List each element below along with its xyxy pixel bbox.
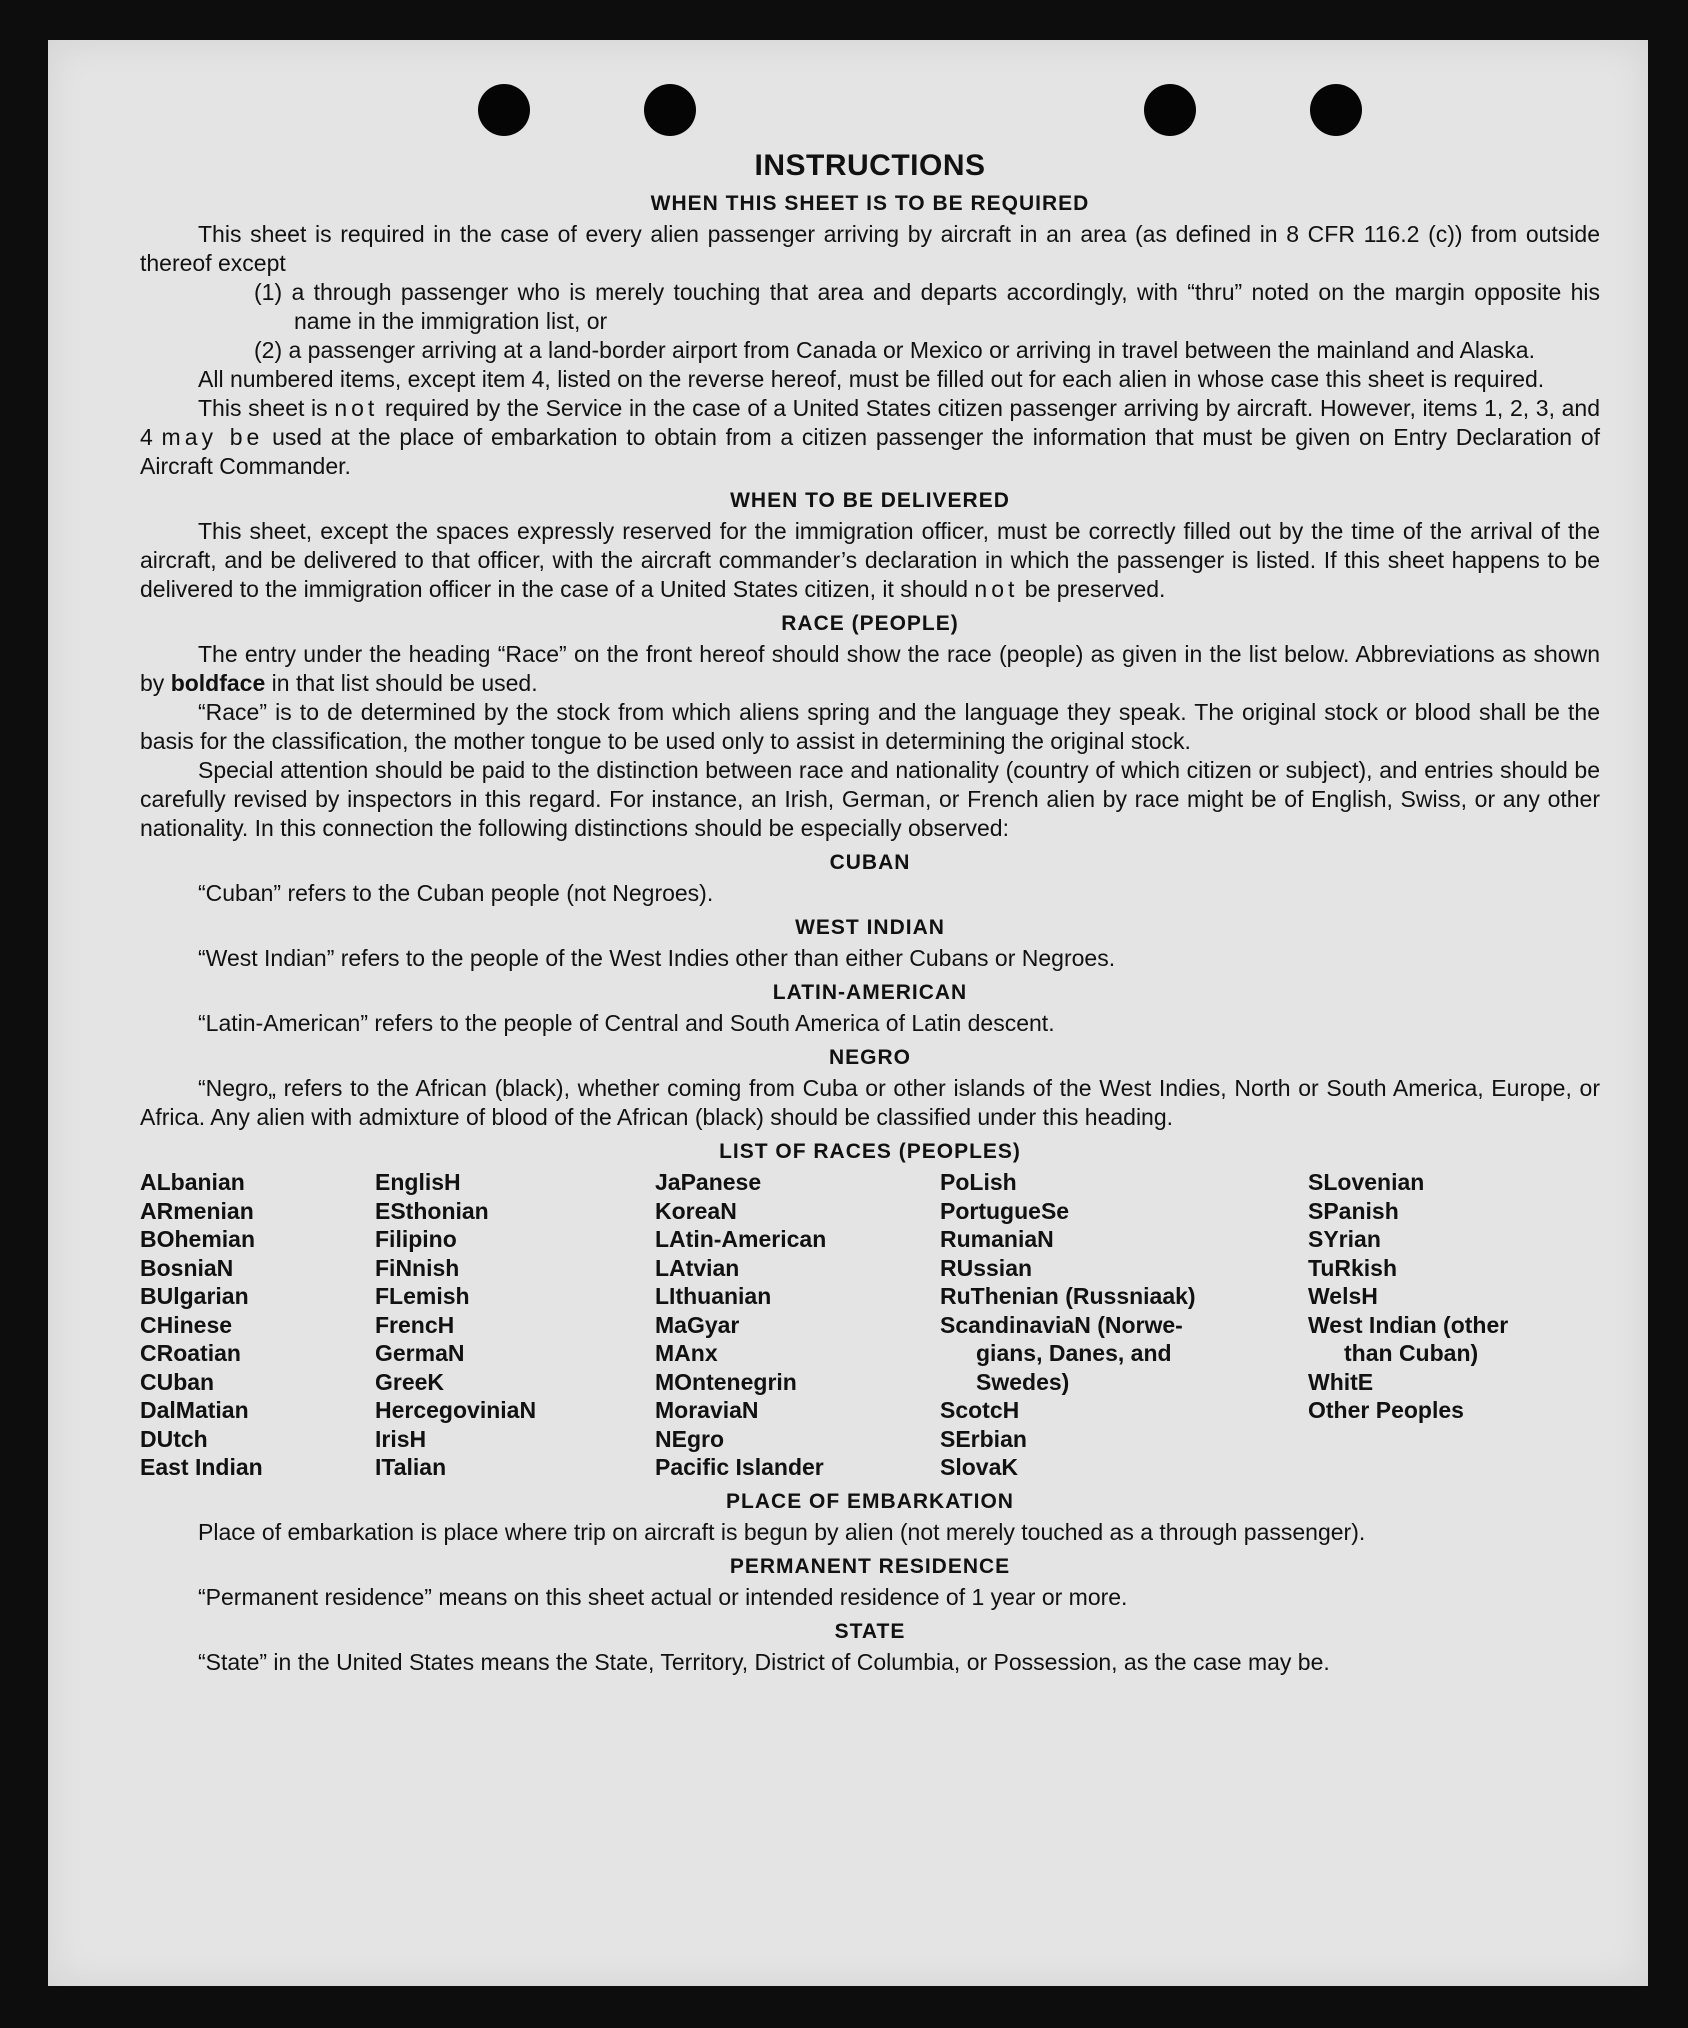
text-run: required by the Service in the case of a United States citizen passenger arriving by aircraft. However, items 1, 2, 3, and 4 [140, 395, 1600, 450]
race-entry: RUssian [940, 1254, 1033, 1281]
race-entry: PoLish [940, 1169, 1017, 1195]
race-entry: DUtch [140, 1425, 208, 1452]
race-entry: SlovaK [940, 1454, 1018, 1480]
section-heading: WHEN TO BE DELIVERED [730, 489, 1010, 512]
race-column [655, 1168, 940, 1482]
section-heading: WEST INDIAN [795, 916, 945, 939]
race-entry: gians, Danes, and [976, 1340, 1172, 1366]
section-heading: RACE (PEOPLE) [781, 612, 959, 635]
race-entry: CUban [140, 1368, 215, 1395]
race-entry: SPanish [1308, 1197, 1399, 1224]
race-entry: KoreaN [655, 1197, 737, 1224]
paragraph [140, 394, 1600, 481]
race-column [940, 1168, 1308, 1482]
section-heading: PLACE OF EMBARKATION [726, 1489, 1014, 1513]
punch-hole [1144, 84, 1196, 136]
list-item: (2) a passenger arriving at a land-border airport from Canada or Mexico or arriving in travel between the mainland and Alaska. [254, 337, 1535, 363]
paragraph: This sheet is required in the case of every alien passenger arriving by aircraft in an area (as defined in 8 CFR 116.2 (c)) from outside thereof except [140, 221, 1600, 276]
race-entry: TuRkish [1308, 1254, 1398, 1281]
race-entry: ScandinaviaN (Norwe- [940, 1311, 1183, 1338]
race-entry: BosniaN [140, 1254, 234, 1281]
race-entry: DalMatian [140, 1397, 249, 1423]
paragraph: “Cuban” refers to the Cuban people (not Negroes). [198, 880, 714, 906]
race-entry: West Indian (other [1308, 1311, 1509, 1338]
paragraph [140, 517, 1600, 604]
punch-hole [478, 84, 530, 136]
race-entry: EnglisH [375, 1169, 461, 1195]
section-heading: CUBAN [829, 851, 911, 874]
race-entry: ARmenian [140, 1197, 254, 1224]
race-column [375, 1168, 655, 1482]
race-entry: BUlgarian [140, 1283, 249, 1309]
race-entry: SErbian [940, 1425, 1027, 1452]
section-heading: NEGRO [828, 1046, 911, 1069]
race-entry: MoraviaN [655, 1397, 759, 1423]
race-entry: LAtin-American [655, 1226, 827, 1252]
race-entry: LIthuanian [655, 1283, 772, 1309]
race-entry: GermaN [375, 1340, 465, 1366]
section-heading: WHEN THIS SHEET IS TO BE REQUIRED [650, 192, 1090, 215]
race-entry: than Cuban) [1344, 1340, 1479, 1366]
race-column [140, 1168, 375, 1482]
race-entry: ESthonian [375, 1197, 489, 1224]
race-entry: Filipino [375, 1226, 457, 1252]
instructions-body [140, 148, 1600, 1677]
paragraph: All numbered items, except item 4, listed on the reverse hereof, must be filled out for each alien in whose case this sheet is required. [198, 366, 1545, 392]
race-entry: Pacific Islander [655, 1454, 824, 1480]
paragraph: “State” in the United States means the State, Territory, District of Columbia, or Possession, as the case may be. [198, 1648, 1330, 1675]
section-heading: LATIN-AMERICAN [772, 981, 968, 1004]
section-heading: PERMANENT RESIDENCE [729, 1554, 1011, 1578]
spaced-emphasis: may be [161, 424, 264, 450]
text-run: used at the place of embarkation to obtain from a citizen passenger the information that must be given on Entry Declaration of Aircraft Commander. [140, 424, 1600, 479]
race-entry: Swedes) [976, 1368, 1070, 1395]
section-heading: STATE [834, 1619, 906, 1643]
race-entry: MaGyar [655, 1311, 740, 1338]
race-entry: CHinese [140, 1311, 233, 1338]
race-entry: LAtvian [655, 1254, 740, 1281]
race-entry: MAnx [655, 1340, 718, 1366]
race-entry: ITalian [375, 1454, 447, 1480]
race-entry: WhitE [1308, 1368, 1374, 1395]
race-entry: ScotcH [940, 1397, 1020, 1423]
document-page [48, 40, 1648, 1986]
text-run: This sheet, except the spaces expressly reserved for the immigration officer, must be correctly filled out by the time of the arrival of the aircraft, and be delivered to that officer, with the aircraft commander’s declaration in which the passenger is listed. If this sheet happens to be delivered to the immigration officer in the case of a United States citizen, it should [140, 518, 1600, 602]
race-entry: MOntenegrin [655, 1368, 797, 1395]
paragraph: “West Indian” refers to the people of the West Indies other than either Cubans or Negroes. [198, 945, 1116, 971]
punch-hole [1310, 84, 1362, 136]
spaced-emphasis: not [974, 576, 1019, 602]
paragraph: “Latin-American” refers to the people of Central and South America of Latin descent. [198, 1010, 1055, 1036]
text-run: be preserved. [1018, 576, 1166, 602]
paragraph [140, 640, 1600, 698]
race-entry: Other Peoples [1308, 1397, 1464, 1423]
race-entry: WelsH [1308, 1283, 1378, 1309]
race-entry: NEgro [655, 1425, 724, 1452]
race-entry: JaPanese [655, 1169, 762, 1195]
text-run: This sheet is [198, 395, 335, 421]
spaced-emphasis: not [334, 395, 379, 421]
race-entry: ALbanian [140, 1169, 245, 1195]
race-entry: FiNnish [375, 1254, 460, 1281]
race-entry: SYrian [1308, 1226, 1381, 1252]
race-entry: FLemish [375, 1283, 470, 1309]
punch-hole [644, 84, 696, 136]
race-entry: BOhemian [140, 1226, 256, 1252]
race-entry: FrencH [375, 1311, 455, 1338]
text-run: The entry under the heading “Race” on the front hereof should show the race (people) as given in the list below. Abbreviations as shown by [140, 641, 1600, 696]
race-entry: CRoatian [140, 1340, 241, 1366]
race-entry: RuThenian (Russniaak) [940, 1283, 1196, 1309]
race-entry: SLovenian [1308, 1169, 1425, 1195]
race-entry: HercegoviniaN [375, 1397, 537, 1423]
paragraph: Place of embarkation is place where trip on aircraft is begun by alien (not merely touched as a through passenger). [198, 1518, 1366, 1545]
race-entry: IrisH [375, 1425, 427, 1452]
boldface-word: boldface [170, 670, 266, 696]
race-list [140, 1168, 1600, 1482]
race-entry: RumaniaN [940, 1226, 1054, 1252]
paragraph: Special attention should be paid to the distinction between race and nationality (country of which citizen or subject), and entries should be carefully revised by inspectors in this regard. For instance, an Irish, German, or French alien by race might be of English, Swiss, or any other nationality. In this connection the following distinctions should be especially observed: [140, 757, 1600, 841]
list-item: (1) a through passenger who is merely touching that area and departs accordingly, with “thru” noted on the margin opposite his name in the immigration list, or [254, 279, 1600, 334]
race-entry: PortugueSe [940, 1197, 1070, 1224]
section-heading: LIST OF RACES (PEOPLES) [719, 1140, 1021, 1163]
race-entry: GreeK [375, 1368, 445, 1395]
race-column [1308, 1168, 1600, 1482]
paragraph: “Permanent residence” means on this sheet actual or intended residence of 1 year or more. [198, 1583, 1128, 1610]
text-run: in that list should be used. [265, 670, 538, 696]
paragraph: “Race” is to de determined by the stock from which aliens spring and the language they speak. The original stock or blood shall be the basis for the classification, the mother tongue to be used only to assist in determining the original stock. [140, 699, 1600, 754]
page-title: INSTRUCTIONS [754, 149, 986, 182]
paragraph: “Negro„ refers to the African (black), whether coming from Cuba or other islands of the West Indies, North or South America, Europe, or Africa. Any alien with admixture of blood of the African (black) should be classified under this heading. [140, 1075, 1600, 1130]
race-entry: East Indian [140, 1454, 263, 1480]
